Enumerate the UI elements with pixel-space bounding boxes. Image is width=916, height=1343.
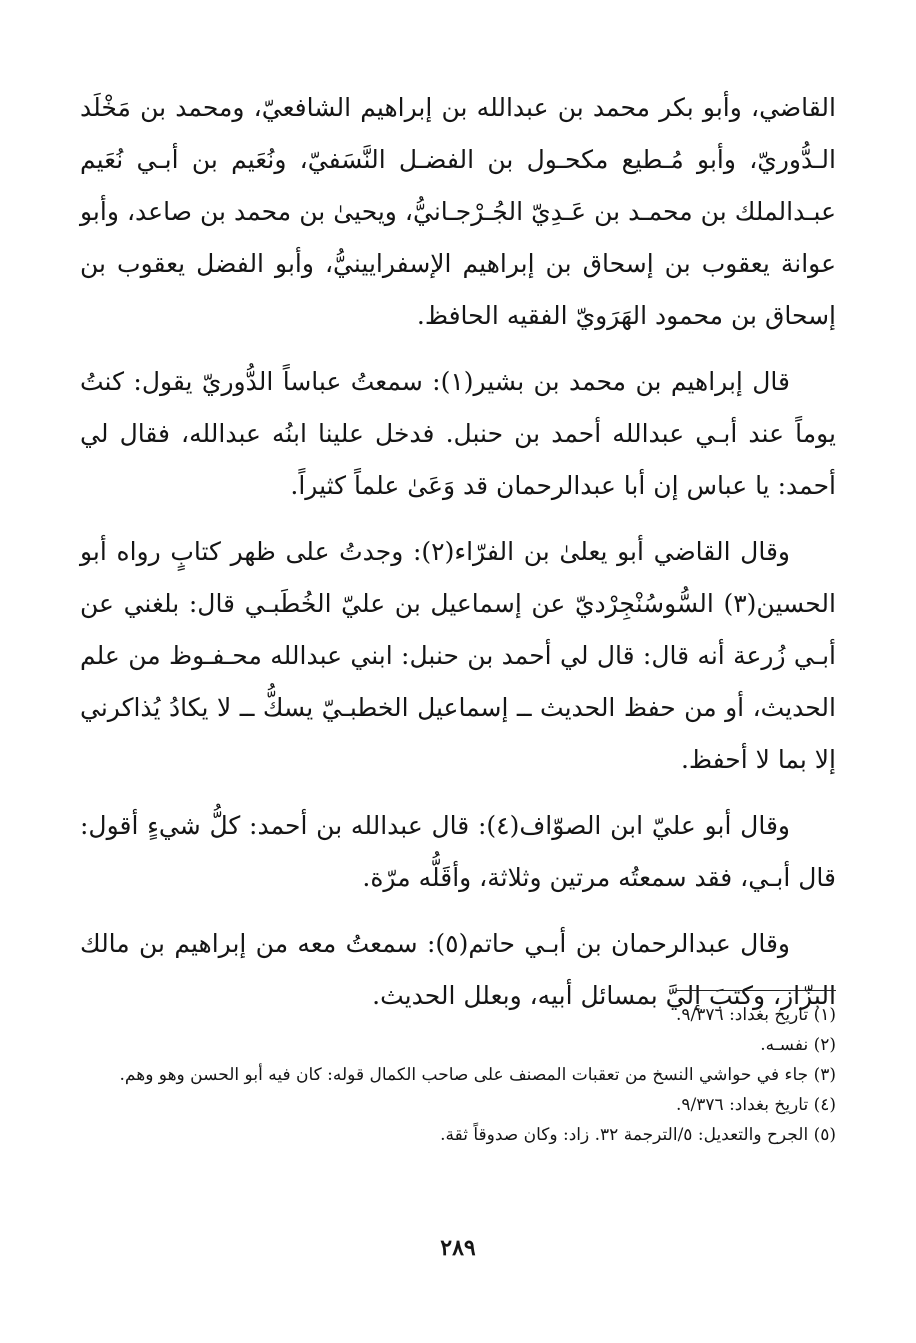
footnote-2: (٢) نفسـه. [760,1035,836,1055]
paragraph-2: قال إبراهيم بن محمد بن بشير(١): سمعتُ عباساً الدُّوريّ يقول: كنتُ يوماً عند أبـي عبدالله أحمد بن حنبل. فدخل علينا ابنُه عبدالله، فقال لي أحمد: يا عباس إن أبا عبدالرحمان قد وَعَىٰ علماً كثيراً. [80,367,836,500]
page-number: ٢٨٩ [440,1235,476,1261]
paragraph-3: وقال القاضي أبو يعلىٰ بن الفرّاء(٢): وجدتُ على ظهر كتابٍ رواه أبو الحسين(٣) السُّوسُنْجِرْديّ عن إسماعيل بن عليّ الخُطَبـي قال: بلغني عن أبـي زُرعة أنه قال: قال لي أحمد بن حنبل: ابني عبدالله محـفـوظ من علم الحديث، أو من حفظ الحديث ــ إسماعيل الخطبـيّ يسكُّ ــ لا يكادُ يُذاكرني إلا بما لا أحفظ. [80,537,836,774]
footnotes [80,1000,836,1150]
footnote-5: (٥) الجرح والتعديل: ٥/الترجمة ٣٢. زاد: وكان صدوقاً ثقة. [440,1125,836,1145]
paragraph-1: القاضي، وأبو بكر محمد بن عبدالله بن إبراهيم الشافعيّ، ومحمد بن مَخْلَد الـدُّوريّ، وأبو مُـطيع مكحـول بن الفضـل النَّسَفيّ، ونُعَيم بن أبـي نُعَيم عبـدالملك بن محمـد بن عَـدِيّ الجُـرْجـانيُّ، ويحيىٰ بن محمد بن صاعد، وأبو عوانة يعقوب بن إسحاق بن إبراهيم الإسفرايينيُّ، وأبو الفضل يعقوب بن إسحاق بن محمود الهَرَويّ الفقيه الحافظ. [80,93,836,330]
main-text [80,82,836,1022]
paragraph-5: وقال عبدالرحمان بن أبـي حاتم(٥): سمعتُ معه من إبراهيم بن مالك البزّاز، وكتبَ إليَّ بمسائل أبيه، وبعلل الحديث. [80,929,836,1010]
footnote-divider [676,990,836,991]
footnote-1: (١) تاريخ بغداد: ٩/٣٧٦. [676,1005,836,1025]
footnote-4: (٤) تاريخ بغداد: ٩/٣٧٦. [676,1095,836,1115]
paragraph-4: وقال أبو عليّ ابن الصوّاف(٤): قال عبدالله بن أحمد: كلُّ شيءٍ أقول: قال أبـي، فقد سمعتُه مرتين وثلاثة، وأقَلُّه مرّة. [80,811,836,892]
footnote-3: (٣) جاء في حواشي النسخ من تعقبات المصنف على صاحب الكمال قوله: كان فيه أبو الحسن وهو وهم. [119,1065,836,1085]
